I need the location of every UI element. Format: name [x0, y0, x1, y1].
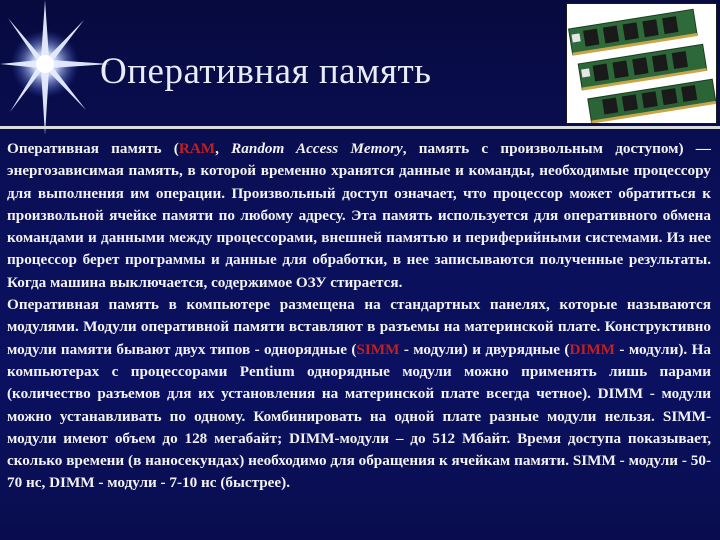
- text-fragment: ,: [215, 140, 232, 157]
- term-ram: RAM: [178, 140, 216, 157]
- star-burst-icon: [0, 0, 110, 135]
- text-fragment: , память с произвольным доступом) — энергозависимая память, в которой временно хранятся данные и команды, необходимые процессору для выполнения им операции. Произвольный доступ означает, что процессор может обратиться к произвольной ячейке памяти по любому адресу. Эта память используется для оперативного обмена командами и данными между процессорами, внешней памятью и периферийными системами. Из нее процессор берет программы и данные для обработки, в нее записываются полученные результаты. Когда машина выключается, содержимое ОЗУ стирается.: [7, 140, 711, 291]
- text-fragment: - модули). На компьютерах с процессорами Pentium однорядные модули можно применять лишь парами (количество разъемов для их установления на материнской плате всегда четное). DIMM - модули можно устанавливать по одному. Комбинировать на одной плате разные модули нельзя. SIMM-модули имеют объем до 128 мегабайт; DIMM-модули – до 512 Мбайт. Время доступа показывает, сколько времени (в наносекундах) необходимо для обращения к ячейкам памяти. SIMM - модули - 50-70 нс, DIMM - модули - 7-10 нс (быстрее).: [7, 340, 711, 492]
- text-fragment: - модули) и двурядные (: [399, 340, 570, 358]
- term-dimm: DIMM: [569, 340, 616, 358]
- body-text: [7, 138, 711, 495]
- slide-title: Оперативная память: [100, 51, 432, 92]
- term-simm: SIMM: [356, 340, 400, 358]
- ram-modules-image: [566, 3, 717, 124]
- paragraph-memory-modules: [7, 294, 711, 495]
- paragraph-ram-definition: [7, 138, 711, 294]
- text-fragment: Оперативная память в компьютере размещена на стандартных панелях, которые называются модулями. Модули оперативной памяти вставляют в разъемы на материнской плате. Конструктивно модули памяти бывают двух типов - однорядные (: [7, 296, 711, 358]
- divider-line: [0, 126, 720, 129]
- text-fragment: Оперативная память (: [7, 140, 179, 157]
- term-ram-full: Random Access Memory: [231, 140, 403, 157]
